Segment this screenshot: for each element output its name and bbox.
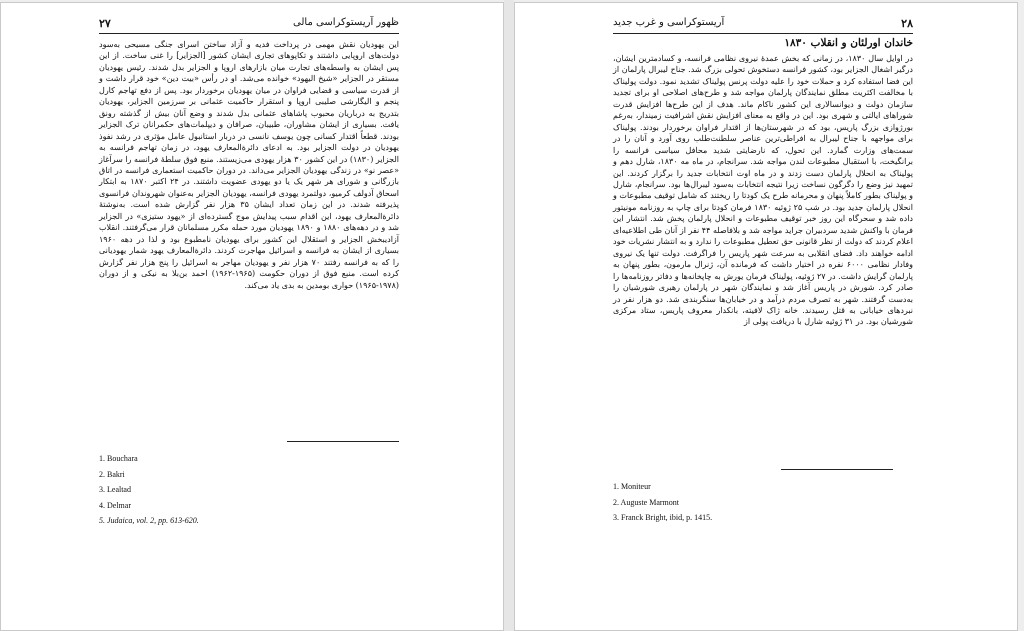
left-footnotes <box>99 451 399 529</box>
left-page-header <box>99 17 399 31</box>
footnote: 1. Bouchara <box>99 454 138 463</box>
left-page <box>0 2 504 631</box>
footnote: 2. Bakri <box>99 469 125 479</box>
left-body-text: این یهودیان نقش مهمی در پرداخت فدیه و آزاد ساختن اسرای جنگی مسیحی به‌سود دولت‌های اروپایی داشتند و تکاپوهای تجاری ایشان کشور [الجزایر] را غنی ساخت. از این پس ایشان به واسطه‌های تجارت میان بازارهای اروپا و الجزایر بدل شدند. رئیس یهودیان مستقر در الجزایر «شیخ الیهود» خوانده می‌شد. او در رأس «بیت دین» خود قرار داشت و از قدرت سیاسی و قضایی فراوان در میان یهودیان برخوردار بود. پس از دفع تهاجم کارل پنجم و الیگارشی صلیبی اروپا و استقرار حاکمیت عثمانی بر سرزمین الجزایر، یهودیان بتدریج به درباریان محبوب پاشاهای عثمانی بدل شدند و وضع آنان بیش از گذشته رونق یافت. بسیاری از ایشان مشاوران، طبیبان، صرافان و دیپلمات‌های حکمرانان ترک الجزایر بودند. قطعاً اقتدار کسانی چون یوسف نانسی در دربار استانبول عامل مؤثری در رشد نفوذ یهودیان در دولت الجزایر بود. به ادعای دائرةالمعارف یهود، در زمان تهاجم فرانسه به الجزایر (۱۸۳۰) در این کشور ۳۰ هزار یهودی می‌زیستند. منبع فوق سلطهٔ فرانسه را سرآغاز «عصر نو» در زندگی یهودیان الجزایر می‌داند. در دوران حاکمیت استعماری فرانسه در اتاق بازرگانی و شورای هر شهر یک یا دو یهودی عضویت داشتند. در ۲۴ اکتبر ۱۸۷۰ به ابتکار اسحاق آدولف کرمیو، دولتمرد یهودی فرانسه، یهودیان الجزایر به‌عنوان شهروندان فرانسوی پذیرفته شدند. در این زمان تعداد ایشان ۳۵ هزار نفر گزارش شده است. به‌نوشتهٔ دائرةالمعارف یهود، این اقدام سبب پیدایش موج گسترده‌ای از «یهود ستیزی» در الجزایر شد و در دهه‌های ۱۸۸۰ و ۱۸۹۰ یهودیان مورد حمله مکرر مسلمانان قرار می‌گرفتند. انقلاب آزادیبخش الجزایر و استقلال این کشور برای یهودیان نامطبوع بود و لذا در دهه ۱۹۶۰ بسیاری از ایشان به فرانسه و اسرائیل مهاجرت کردند. دائرةالمعارف یهود شمار یهودیانی را که به فرانسه رفتند ۷۰ هزار نفر و یهودیان مهاجر به اسرائیل را پنج هزار نفر گزارش کرده است. منبع فوق از دوران حکومت (۱۹۶۵-۱۹۶۲) احمد بن‌بلا به نیکی و از دوران (۱۹۷۸-۱۹۶۵) حواری بومدین به بدی یاد می‌کند. <box>99 40 400 290</box>
left-running-title: ظهور آریستوکراسی مالی <box>293 17 399 28</box>
footnote: 4. Delmar <box>99 500 131 510</box>
footnote: 3. Franck Bright, ibid, p. 1415. <box>613 513 713 522</box>
page-gutter <box>504 0 514 631</box>
footnote: 1. Moniteur <box>613 482 651 491</box>
left-page-number: ۲۷ <box>99 17 111 30</box>
right-page-header <box>613 17 913 31</box>
right-header-rule <box>613 33 913 34</box>
right-page <box>514 2 1018 631</box>
right-body-text: در اوایل سال ۱۸۳۰، در زمانی که بخش عمدهٔ نیروی نظامی فرانسه، و کسادمترین ایشان، درگیر اشغال الجزایر بود، کشور فرانسه دستخوش تحولی بزرگ شد. جناح لیبرال پارلمان از این فضا استفاده کرد و حملات خود را علیه دولت پرنس پولیناک تشدید نمود. دولت پولیناک با مخالفت اکثریت مطلق نمایندگان پارلمان مواجه شد و طرح‌های اصلاحی او برای تجدید سازمان دولت و دیوانسالاری این کشور ناکام ماند. هدف از این طرح‌ها افزایش قدرت شوراهای ایالتی و شهری بود. این در واقع به معنای افزایش نقش اشرافیت زمیندار، به‌رغم بورژوازی بزرگ پاریس، بود که در شهرستان‌ها از اقتدار فراوان برخوردار بودند. پولیناک برای مواجهه با جناح لیبرال به افراطی‌ترین عناصر سلطنت‌طلب روی آورد و آنان را در سمت‌های وزارت گمارد. این تحول، که نارضایتی شدید محافل سیاسی فرانسه را برانگیخت، با استقبال مطبوعات لندن مواجه شد. سرانجام، در ماه مه ۱۸۳۰، شارل دهم و پولیناک به انحلال پارلمان دست زدند و در ماه اوت انتخابات جدید را برگزار کردند. این تمهید نیز وضع را دگرگون نساخت زیرا نتیجه انتخابات به‌سود لیبرال‌ها بود. سرانجام، شارل و پولیناک بطور کاملاً پنهان و محرمانه طرح یک کودتا را ریختند که شامل توقیف مطبوعات و انحلال پارلمان جدید بود. در شب ۲۵ ژوئیه ۱۸۳۰ فرمان کودتا برای چاپ به روزنامه مونیتور داده شد و سحرگاه این روز خبر توقیف مطبوعات و انحلال پارلمان پخش شد. انتشار این فرمان با واکنش شدید سردبیران جراید مواجه شد و بلافاصله ۴۴ نفر از آنان طی اطلاعیه‌ای اعلام کردند که دولت از نظر قانونی حق تعطیل مطبوعات را ندارد و به انتشار نشریات خود ادامه خواهند داد. فضای انقلابی به سرعت شهر پاریس را فراگرفت. دولت تنها یک نیروی وفادار نظامی ۶۰۰۰ نفره در اختیار داشت که فرمانده آن، ژنرال مارمون، بطور پنهان به پارلمان گرایش داشت. در ۲۷ ژوئیه، پولیناک فرمان یورش به چاپخانه‌ها و دفاتر روزنامه‌ها را صادر کرد. شورش در پاریس آغاز شد و نمایندگان شهر در پارلمان رهبری شورشیان را به‌دست گرفتند. شهر به تصرف مردم درآمد و در خیابان‌ها سنگربندی شد. دو هزار نفر در نبردهای خیابانی به قتل رسیدند. خانه ژاک لافیته، بانکدار معروف پاریس، ستاد مرکزی شورشیان بود. در ۳۱ ژوئیه شارل با دریافت پولی از <box>613 54 914 327</box>
right-page-number: ۲۸ <box>901 17 913 30</box>
footnote: 5. Judaica, vol. 2, pp. 613-620. <box>99 516 199 525</box>
right-footnotes <box>613 479 913 526</box>
right-running-title: آریستوکراسی و غرب جدید <box>613 17 725 28</box>
left-footnote-rule <box>287 441 399 442</box>
footnote: 2. Auguste Marmont <box>613 497 679 507</box>
left-header-rule <box>99 33 399 34</box>
footnote: 3. Lealtad <box>99 485 131 494</box>
right-footnote-rule <box>781 469 893 470</box>
section-title: خاندان اورلئان و انقلاب ۱۸۳۰ <box>784 37 913 49</box>
